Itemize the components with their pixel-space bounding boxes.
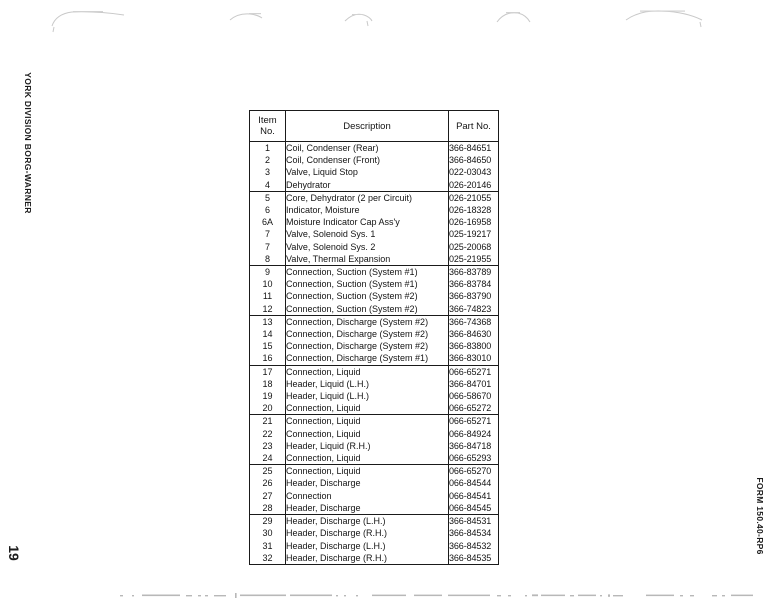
cell-description: Header, Liquid (L.H.) [286, 378, 449, 390]
cell-part-no: 022-03043 [449, 167, 492, 178]
cell-description: Connection, Liquid [286, 465, 449, 478]
cell-description: Coil, Condenser (Front) [286, 154, 449, 166]
table-row [250, 378, 499, 390]
cell-item-no: 26 [250, 477, 286, 489]
table-row [250, 303, 499, 316]
table-row [250, 228, 499, 240]
cell-part-no: 066-58670 [449, 391, 492, 402]
cell-item-no: 24 [250, 452, 286, 465]
cell-item-no: 2 [250, 154, 286, 166]
table-row [250, 365, 499, 378]
table-row [250, 465, 499, 478]
cell-item-no: 7 [250, 228, 286, 240]
cell-part-no: 066-65271 [449, 366, 492, 377]
cell-item-no: 7 [250, 241, 286, 253]
cell-part-no: 025-19217 [449, 229, 492, 240]
publisher-mark: YORK DIVISION BORG-WARNER [23, 72, 33, 214]
cell-item-no: 8 [250, 253, 286, 266]
table-row [250, 352, 499, 365]
table-row [250, 266, 499, 279]
cell-description: Valve, Liquid Stop [286, 166, 449, 178]
cell-item-no: 4 [250, 179, 286, 192]
cell-item-no: 10 [250, 278, 286, 290]
cell-description: Connection, Liquid [286, 365, 449, 378]
cell-item-no: 17 [250, 365, 286, 378]
cell-item-no: 19 [250, 390, 286, 402]
table-row [250, 415, 499, 428]
scan-artifact-bottom [0, 564, 777, 600]
cell-item-no: 32 [250, 552, 286, 565]
cell-part-no: 366-84531 [449, 516, 492, 527]
cell-description: Connection, Liquid [286, 428, 449, 440]
cell-item-no: 5 [250, 191, 286, 204]
cell-description: Valve, Solenoid Sys. 2 [286, 241, 449, 253]
table-row [250, 179, 499, 192]
cell-part-no: 366-84718 [449, 440, 492, 451]
table-row [250, 216, 499, 228]
cell-item-no: 11 [250, 290, 286, 302]
column-header-item-no [250, 111, 286, 142]
table-row [250, 290, 499, 302]
cell-item-no: 31 [250, 540, 286, 552]
cell-item-no: 13 [250, 315, 286, 328]
cell-part-no: 366-83789 [449, 267, 492, 278]
cell-description: Coil, Condenser (Rear) [286, 142, 449, 155]
table-row [250, 452, 499, 465]
table-row [250, 440, 499, 452]
cell-item-no: 1 [250, 142, 286, 155]
cell-item-no: 6A [250, 216, 286, 228]
cell-part-no: 366-84701 [449, 378, 492, 389]
cell-part-no: 366-84535 [449, 552, 492, 563]
cell-part-no: 366-83010 [449, 352, 499, 365]
scan-artifact-top [0, 0, 777, 34]
cell-item-no: 23 [250, 440, 286, 452]
cell-description: Indicator, Moisture [286, 204, 449, 216]
cell-description: Connection, Discharge (System #2) [286, 328, 449, 340]
cell-part-no: 066-84541 [449, 490, 492, 501]
column-header-description: Description [286, 111, 449, 142]
cell-description: Header, Liquid (R.H.) [286, 440, 449, 452]
cell-item-no: 18 [250, 378, 286, 390]
page-number: 19 [6, 545, 22, 561]
cell-item-no: 27 [250, 490, 286, 502]
cell-description: Connection, Suction (System #2) [286, 290, 449, 302]
cell-item-no: 3 [250, 166, 286, 178]
cell-part-no: 066-65271 [449, 416, 492, 427]
cell-item-no: 30 [250, 527, 286, 539]
cell-part-no: 366-84630 [449, 329, 492, 340]
table-row [250, 477, 499, 489]
cell-part-no: 026-18328 [449, 205, 492, 216]
table-row [250, 191, 499, 204]
table-row [250, 540, 499, 552]
cell-description: Connection, Suction (System #2) [286, 303, 449, 316]
cell-description: Header, Discharge (L.H.) [286, 540, 449, 552]
table-row [250, 253, 499, 266]
table-row [250, 154, 499, 166]
cell-item-no: 14 [250, 328, 286, 340]
cell-description: Header, Discharge (L.H.) [286, 515, 449, 528]
cell-part-no: 366-83790 [449, 291, 492, 302]
cell-description: Header, Discharge [286, 477, 449, 489]
cell-part-no: 366-84532 [449, 540, 492, 551]
cell-part-no: 066-65293 [449, 452, 499, 465]
cell-description: Connection, Discharge (System #2) [286, 315, 449, 328]
table-row [250, 340, 499, 352]
table-header-row [250, 111, 499, 142]
cell-item-no: 15 [250, 340, 286, 352]
cell-description: Header, Discharge (R.H.) [286, 552, 449, 565]
cell-item-no: 20 [250, 402, 286, 415]
cell-item-no: 29 [250, 515, 286, 528]
cell-part-no: 066-65270 [449, 466, 492, 477]
cell-item-no: 21 [250, 415, 286, 428]
cell-item-no: 12 [250, 303, 286, 316]
cell-description: Connection, Suction (System #1) [286, 266, 449, 279]
cell-description: Valve, Thermal Expansion [286, 253, 449, 266]
table-row [250, 142, 499, 155]
column-header-part-no: Part No. [449, 111, 499, 142]
table-row [250, 204, 499, 216]
cell-description: Connection, Liquid [286, 452, 449, 465]
cell-item-no: 6 [250, 204, 286, 216]
parts-list-table-container [249, 110, 498, 565]
cell-part-no: 366-83800 [449, 341, 492, 352]
cell-item-no: 9 [250, 266, 286, 279]
table-body [250, 142, 499, 565]
cell-part-no: 366-84651 [449, 143, 492, 153]
cell-part-no: 366-84534 [449, 528, 492, 539]
table-row [250, 166, 499, 178]
cell-description: Valve, Solenoid Sys. 1 [286, 228, 449, 240]
cell-description: Moisture Indicator Cap Ass'y [286, 216, 449, 228]
table-row [250, 402, 499, 415]
table-row [250, 428, 499, 440]
table-row [250, 390, 499, 402]
table-row [250, 552, 499, 565]
cell-part-no: 025-20068 [449, 241, 492, 252]
table-row [250, 515, 499, 528]
cell-part-no: 366-74368 [449, 316, 492, 327]
cell-description: Dehydrator [286, 179, 449, 192]
cell-part-no: 026-21055 [449, 192, 492, 203]
cell-item-no: 22 [250, 428, 286, 440]
cell-description: Header, Discharge [286, 502, 449, 515]
cell-description: Connection [286, 490, 449, 502]
cell-part-no: 026-20146 [449, 179, 499, 192]
cell-part-no: 066-65272 [449, 402, 499, 415]
form-number: FORM 150.40-RP6 [755, 477, 765, 555]
cell-part-no: 366-84650 [449, 155, 492, 166]
cell-part-no: 366-74823 [449, 303, 499, 316]
column-header-item-no-line1: Item [258, 115, 277, 126]
cell-description: Header, Discharge (R.H.) [286, 527, 449, 539]
cell-item-no: 25 [250, 465, 286, 478]
table-row [250, 278, 499, 290]
cell-description: Connection, Suction (System #1) [286, 278, 449, 290]
cell-description: Connection, Liquid [286, 402, 449, 415]
table-row [250, 490, 499, 502]
column-header-item-no-line2: No. [260, 126, 275, 137]
cell-description: Header, Liquid (L.H.) [286, 390, 449, 402]
cell-description: Core, Dehydrator (2 per Circuit) [286, 191, 449, 204]
table-row [250, 502, 499, 515]
table-row [250, 527, 499, 539]
cell-description: Connection, Discharge (System #2) [286, 340, 449, 352]
cell-description: Connection, Discharge (System #1) [286, 352, 449, 365]
parts-list-table [249, 110, 499, 565]
cell-part-no: 026-16958 [449, 217, 492, 228]
cell-description: Connection, Liquid [286, 415, 449, 428]
cell-part-no: 066-84545 [449, 502, 499, 515]
table-row [250, 315, 499, 328]
cell-part-no: 025-21955 [449, 253, 499, 266]
cell-part-no: 066-84924 [449, 428, 492, 439]
cell-part-no: 366-83784 [449, 279, 492, 290]
cell-item-no: 28 [250, 502, 286, 515]
cell-item-no: 16 [250, 352, 286, 365]
cell-part-no: 066-84544 [449, 478, 492, 489]
table-row [250, 241, 499, 253]
table-row [250, 328, 499, 340]
